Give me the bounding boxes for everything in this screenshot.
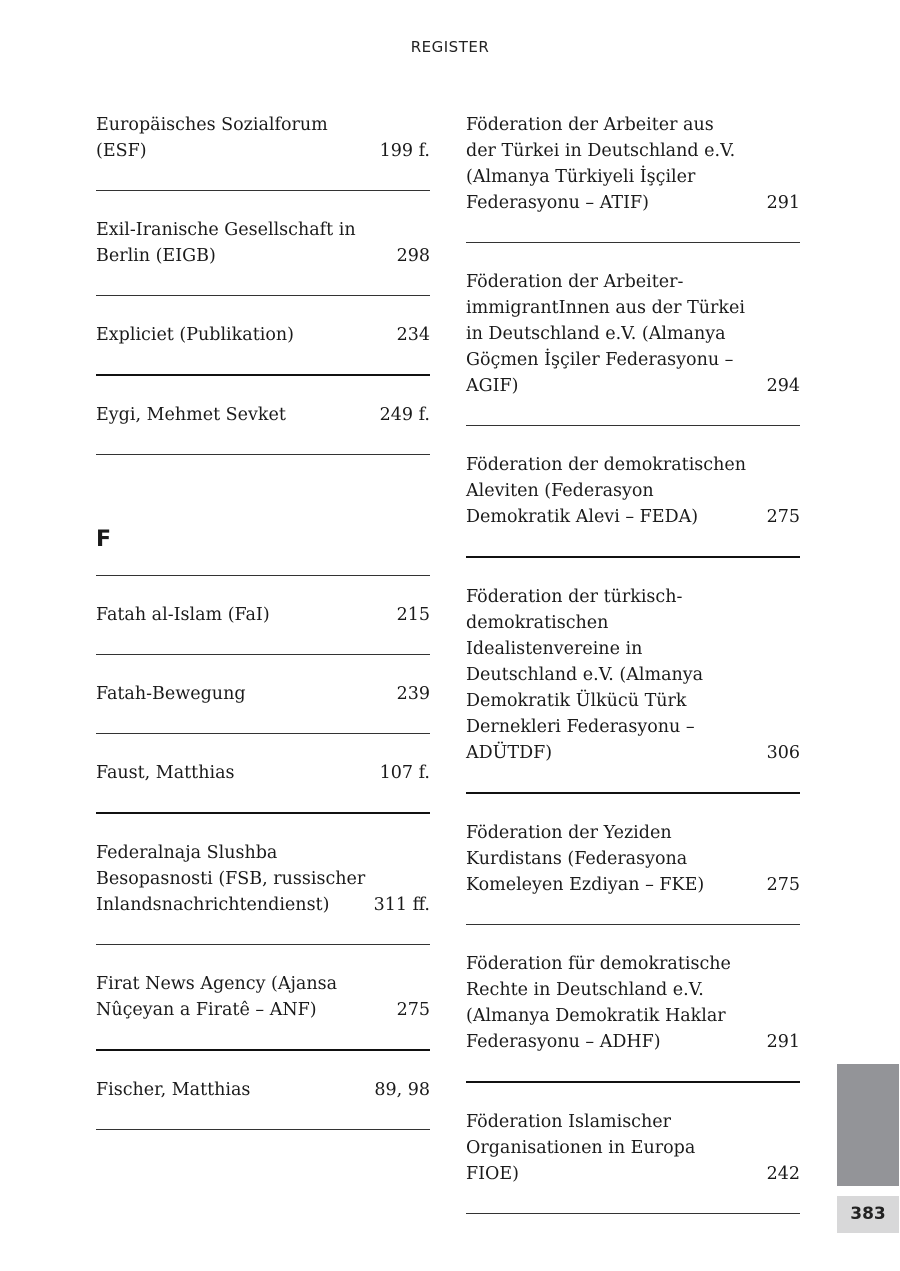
index-entry [96,217,430,296]
entry-name: Föderation Islamischer Organisationen in Europa FIOE) [466,1112,696,1184]
index-entry [466,951,800,1083]
entry-page: 107 f. [379,763,430,783]
entry-page: 275 [766,875,800,895]
index-entry [96,602,430,655]
entry-page: 215 [396,605,430,625]
entry-name: Eygi, Mehmet Sevket [96,405,286,425]
entry-name: Föderation der türkisch-demokratischen Idealistenvereine in Deutschland e.V. (Almanya Demokratik Ülkücü Türk Dernekleri Federasyonu – ADÜTDF) [466,587,704,763]
entry-name: Fischer, Matthias [96,1080,251,1100]
entry-name: Europäisches Sozialforum (ESF) [96,115,328,161]
page-header: REGISTER [410,38,490,56]
entry-page: 306 [766,743,800,763]
index-entry [96,971,430,1051]
index-entry [466,584,800,794]
entry-page: 291 [766,193,800,213]
entry-page: 298 [396,246,430,266]
entry-name: Fatah-Bewegung [96,684,246,704]
index-entry [466,1109,800,1214]
index-entry [96,840,430,945]
chapter-thumb-tab [837,1064,899,1186]
index-entry [96,760,430,814]
entry-page: 239 [396,684,430,704]
entry-name: Fatah al-Islam (FaI) [96,605,270,625]
index-column-left [96,112,430,1156]
entry-name: Federalnaja Slushba Besopasnosti (FSB, russischer Inlandsnachrichtendienst) [96,843,366,915]
entry-page: 275 [766,507,800,527]
entry-page: 242 [766,1164,800,1184]
entry-page: 311 ff. [373,895,430,915]
index-entry [96,322,430,376]
index-entry [96,1077,430,1130]
entry-name: Firat News Agency (Ajansa Nûçeyan a Firatê – ANF) [96,974,338,1020]
page-number: 383 [837,1196,899,1233]
entry-name: Föderation der Yeziden Kurdistans (Federasyona Komeleyen Ezdiyan – FKE) [466,823,705,895]
entry-name: Föderation für demokratische Rechte in Deutschland e.V. (Almanya Demokratik Haklar Federasyonu – ADHF) [466,954,731,1052]
entry-page: 249 f. [379,405,430,425]
index-entry [466,820,800,925]
index-column-right [466,112,800,1240]
index-entry [466,269,800,426]
entry-name: Expliciet (Publikation) [96,325,294,345]
index-entry [466,452,800,558]
entry-page: 291 [766,1032,800,1052]
index-entry [96,681,430,734]
index-entry [96,402,430,455]
index-entry [466,112,800,243]
entry-page: 234 [396,325,430,345]
index-entry [96,112,430,191]
entry-name: Exil-Iranische Gesellschaft in Berlin (EIGB) [96,220,356,266]
entry-name: Föderation der Arbeiter-immigrantInnen aus der Türkei in Deutschland e.V. (Almanya Göçmen İşçiler Federasyonu – AGIF) [466,272,745,396]
entry-name: Föderation der demokratischen Aleviten (Federasyon Demokratik Alevi – FEDA) [466,455,746,527]
entry-page: 199 f. [379,141,430,161]
section-letter: F [96,527,430,576]
entry-page: 275 [396,1000,430,1020]
entry-name: Faust, Matthias [96,763,235,783]
entry-page: 89, 98 [374,1080,430,1100]
entry-name: Föderation der Arbeiter aus der Türkei in Deutschland e.V. (Almanya Türkiyeli İşçiler Federasyonu – ATIF) [466,115,736,213]
entry-page: 294 [766,376,800,396]
